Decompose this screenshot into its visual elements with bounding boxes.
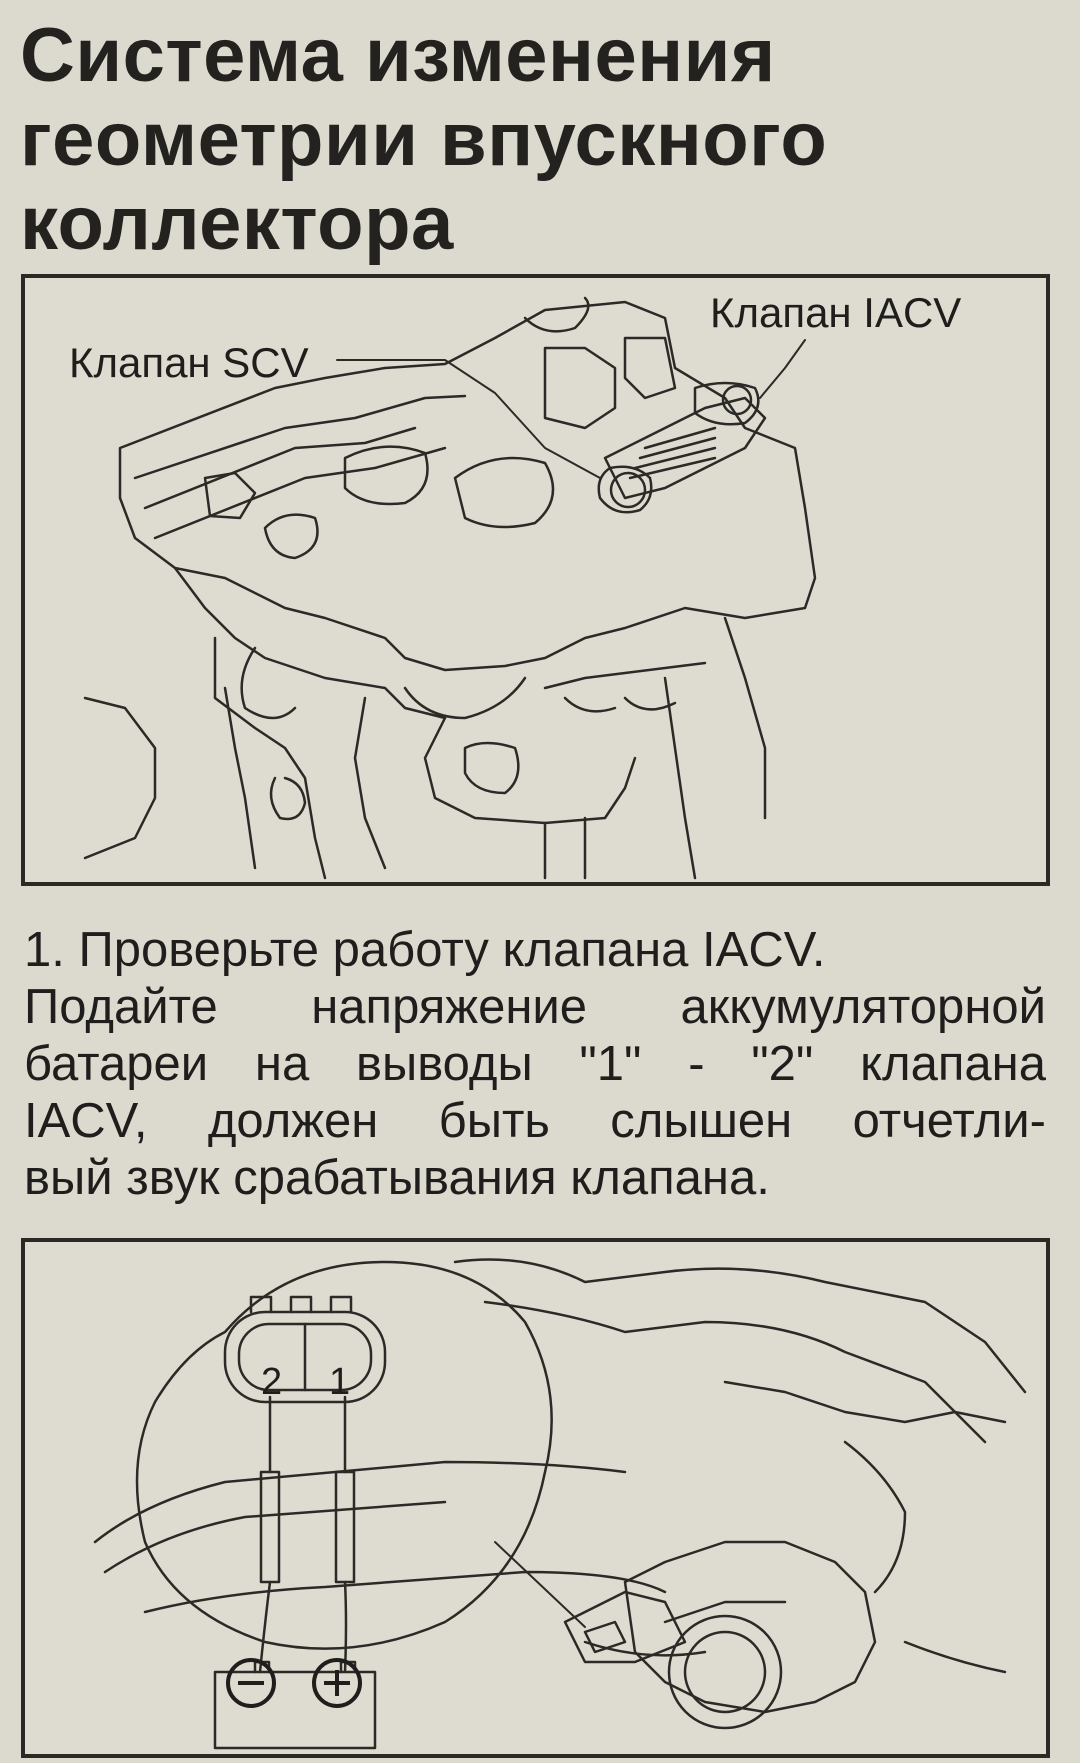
instruction-line: вый звук срабатывания клапана. [24, 1151, 770, 1205]
instruction-line: 1. Проверьте работу клапана IACV. [24, 923, 826, 977]
title-line: геометрии впускного [20, 97, 828, 182]
connector-line-drawing [25, 1242, 1046, 1754]
instruction-line: IACV, должен быть слышен отчетли- [24, 1094, 1046, 1148]
minus-terminal-icon [226, 1658, 276, 1708]
plus-terminal-icon [312, 1658, 362, 1708]
title-line: коллектора [20, 181, 454, 266]
callout-scv-label: Клапан SCV [69, 339, 309, 386]
callout-iacv-label: Клапан IACV [710, 289, 962, 336]
instruction-text [24, 922, 1046, 1207]
pin-1-label: 1 [329, 1361, 351, 1403]
pin-2-label: 2 [261, 1361, 283, 1403]
instruction-line: Подайте напряжение аккумуляторной [24, 980, 1046, 1034]
instruction-line: батареи на выводы "1" - "2" клапана [24, 1037, 1046, 1091]
engine-figure [21, 274, 1050, 886]
title-line: Система изменения [20, 13, 776, 98]
page-title [20, 14, 1020, 266]
connector-test-figure [21, 1238, 1050, 1758]
